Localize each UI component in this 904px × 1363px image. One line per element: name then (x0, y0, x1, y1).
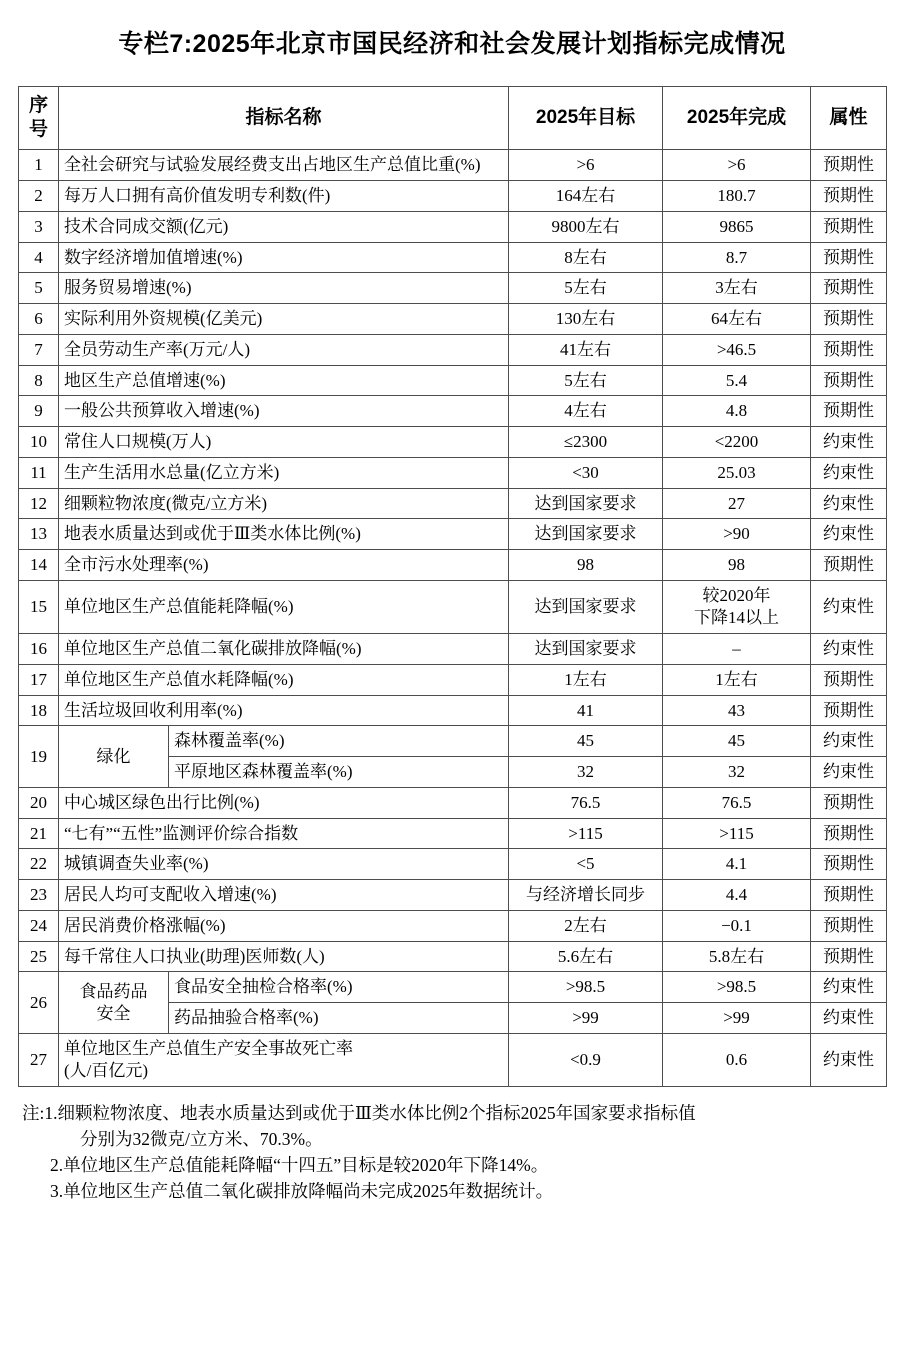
row-number: 11 (19, 457, 59, 488)
actual-value: >99 (663, 1003, 811, 1034)
attribute-value: 约束性 (811, 726, 887, 757)
table-row (19, 1033, 887, 1086)
attribute-value: 预期性 (811, 787, 887, 818)
indicator-name: 实际利用外资规模(亿美元) (59, 304, 509, 335)
attribute-value: 预期性 (811, 550, 887, 581)
row-number: 7 (19, 334, 59, 365)
actual-value: 5.4 (663, 365, 811, 396)
row-number: 10 (19, 427, 59, 458)
table-row (19, 787, 887, 818)
table-row (19, 242, 887, 273)
actual-value: 5.8左右 (663, 941, 811, 972)
row-number: 13 (19, 519, 59, 550)
table-row (19, 580, 887, 633)
actual-value: 64左右 (663, 304, 811, 335)
target-value: 达到国家要求 (509, 488, 663, 519)
header-actual: 2025年完成 (663, 86, 811, 150)
indicator-name: 单位地区生产总值能耗降幅(%) (59, 580, 509, 633)
row-number: 26 (19, 972, 59, 1034)
table-row (19, 457, 887, 488)
indicator-name: 药品抽验合格率(%) (169, 1003, 509, 1034)
target-value: 164左右 (509, 181, 663, 212)
indicator-name: 居民人均可支配收入增速(%) (59, 880, 509, 911)
actual-value: 1左右 (663, 664, 811, 695)
note-text: 单位地区生产总值能耗降幅“十四五”目标是较2020年下降14%。 (63, 1154, 549, 1175)
note-item (22, 1179, 880, 1205)
table-notes (22, 1101, 880, 1205)
indicator-name: 生产生活用水总量(亿立方米) (59, 457, 509, 488)
actual-value: 8.7 (663, 242, 811, 273)
indicator-name: 生活垃圾回收利用率(%) (59, 695, 509, 726)
actual-value: >90 (663, 519, 811, 550)
row-number: 1 (19, 150, 59, 181)
target-value: 达到国家要求 (509, 519, 663, 550)
actual-value: 76.5 (663, 787, 811, 818)
target-value: 与经济增长同步 (509, 880, 663, 911)
row-group-label: 绿化 (59, 726, 169, 788)
note-item-continuation (22, 1127, 880, 1153)
header-target: 2025年目标 (509, 86, 663, 150)
target-value: 5左右 (509, 273, 663, 304)
target-value: 9800左右 (509, 211, 663, 242)
target-value: <30 (509, 457, 663, 488)
row-number: 16 (19, 634, 59, 665)
actual-value: >46.5 (663, 334, 811, 365)
document-page (0, 17, 904, 1363)
target-value: 41 (509, 695, 663, 726)
row-number: 22 (19, 849, 59, 880)
target-value: 达到国家要求 (509, 580, 663, 633)
indicator-name: 全员劳动生产率(万元/人) (59, 334, 509, 365)
row-number: 5 (19, 273, 59, 304)
attribute-value: 约束性 (811, 580, 887, 633)
header-name: 指标名称 (59, 86, 509, 150)
indicator-name: 每千常住人口执业(助理)医师数(人) (59, 941, 509, 972)
table-header (19, 86, 887, 150)
attribute-value: 预期性 (811, 365, 887, 396)
indicators-table (18, 86, 887, 1087)
indicator-name: 单位地区生产总值二氧化碳排放降幅(%) (59, 634, 509, 665)
attribute-value: 约束性 (811, 1003, 887, 1034)
actual-value: – (663, 634, 811, 665)
table-row (19, 849, 887, 880)
attribute-value: 预期性 (811, 273, 887, 304)
note-text: 单位地区生产总值二氧化碳排放降幅尚未完成2025年数据统计。 (63, 1180, 554, 1201)
target-value: 98 (509, 550, 663, 581)
attribute-value: 预期性 (811, 849, 887, 880)
actual-value: 45 (663, 726, 811, 757)
indicator-name: 居民消费价格涨幅(%) (59, 910, 509, 941)
indicator-name: 森林覆盖率(%) (169, 726, 509, 757)
target-value: 32 (509, 757, 663, 788)
actual-value: −0.1 (663, 910, 811, 941)
indicator-name: 平原地区森林覆盖率(%) (169, 757, 509, 788)
target-value: 5.6左右 (509, 941, 663, 972)
attribute-value: 约束性 (811, 634, 887, 665)
table-row (19, 818, 887, 849)
target-value: 41左右 (509, 334, 663, 365)
indicator-name: 地区生产总值增速(%) (59, 365, 509, 396)
target-value: >6 (509, 150, 663, 181)
table-row (19, 910, 887, 941)
target-value: 76.5 (509, 787, 663, 818)
actual-value: >6 (663, 150, 811, 181)
target-value: 2左右 (509, 910, 663, 941)
row-number: 2 (19, 181, 59, 212)
row-number: 8 (19, 365, 59, 396)
table-row (19, 304, 887, 335)
target-value: 5左右 (509, 365, 663, 396)
row-number: 27 (19, 1033, 59, 1086)
table-row (19, 941, 887, 972)
attribute-value: 约束性 (811, 488, 887, 519)
note-marker: 注:1. (22, 1103, 58, 1123)
target-value: 4左右 (509, 396, 663, 427)
target-value: 130左右 (509, 304, 663, 335)
attribute-value: 约束性 (811, 1033, 887, 1086)
attribute-value: 预期性 (811, 910, 887, 941)
actual-value: 4.1 (663, 849, 811, 880)
table-row (19, 396, 887, 427)
actual-value: 4.4 (663, 880, 811, 911)
indicator-name: 每万人口拥有高价值发明专利数(件) (59, 181, 509, 212)
indicator-name: 单位地区生产总值生产安全事故死亡率 (人/百亿元) (59, 1033, 509, 1086)
attribute-value: 预期性 (811, 396, 887, 427)
target-value: >99 (509, 1003, 663, 1034)
actual-value: >115 (663, 818, 811, 849)
attribute-value: 预期性 (811, 941, 887, 972)
row-number: 25 (19, 941, 59, 972)
row-number: 14 (19, 550, 59, 581)
attribute-value: 约束性 (811, 427, 887, 458)
row-number: 3 (19, 211, 59, 242)
indicator-name: 常住人口规模(万人) (59, 427, 509, 458)
row-number: 24 (19, 910, 59, 941)
attribute-value: 预期性 (811, 211, 887, 242)
attribute-value: 预期性 (811, 304, 887, 335)
table-row (19, 365, 887, 396)
indicator-name: 城镇调查失业率(%) (59, 849, 509, 880)
table-row (19, 634, 887, 665)
attribute-value: 约束性 (811, 457, 887, 488)
row-number: 23 (19, 880, 59, 911)
table-row (19, 488, 887, 519)
actual-value: 3左右 (663, 273, 811, 304)
table-body (19, 150, 887, 1087)
table-row (19, 427, 887, 458)
indicator-name: 细颗粒物浓度(微克/立方米) (59, 488, 509, 519)
header-row (19, 86, 887, 150)
row-number: 20 (19, 787, 59, 818)
attribute-value: 预期性 (811, 818, 887, 849)
indicator-name: 数字经济增加值增速(%) (59, 242, 509, 273)
target-value: >115 (509, 818, 663, 849)
row-number: 19 (19, 726, 59, 788)
actual-value: 180.7 (663, 181, 811, 212)
target-value: ≤2300 (509, 427, 663, 458)
actual-value: 27 (663, 488, 811, 519)
actual-value: <2200 (663, 427, 811, 458)
row-number: 21 (19, 818, 59, 849)
target-value: 1左右 (509, 664, 663, 695)
attribute-value: 预期性 (811, 664, 887, 695)
note-item (22, 1153, 880, 1179)
table-row (19, 726, 887, 757)
note-marker: 2. (50, 1154, 64, 1175)
table-row (19, 664, 887, 695)
target-value: 45 (509, 726, 663, 757)
note-marker: 3. (50, 1180, 64, 1201)
indicators-table-wrapper (18, 86, 886, 1087)
table-row (19, 150, 887, 181)
row-group-label: 食品药品 安全 (59, 972, 169, 1034)
indicator-name: 中心城区绿色出行比例(%) (59, 787, 509, 818)
row-number: 17 (19, 664, 59, 695)
table-row (19, 880, 887, 911)
indicator-name: 一般公共预算收入增速(%) (59, 396, 509, 427)
target-value: <0.9 (509, 1033, 663, 1086)
attribute-value: 预期性 (811, 150, 887, 181)
table-row (19, 273, 887, 304)
indicator-name: 食品安全抽检合格率(%) (169, 972, 509, 1003)
indicator-name: 地表水质量达到或优于Ⅲ类水体比例(%) (59, 519, 509, 550)
indicator-name: 服务贸易增速(%) (59, 273, 509, 304)
attribute-value: 预期性 (811, 880, 887, 911)
header-no: 序号 (19, 86, 59, 150)
note-text: 细颗粒物浓度、地表水质量达到或优于Ⅲ类水体比例2个指标2025年国家要求指标值 (57, 1103, 696, 1123)
indicator-name: 全社会研究与试验发展经费支出占地区生产总值比重(%) (59, 150, 509, 181)
target-value: >98.5 (509, 972, 663, 1003)
actual-value: 32 (663, 757, 811, 788)
target-value: <5 (509, 849, 663, 880)
row-number: 12 (19, 488, 59, 519)
table-row (19, 211, 887, 242)
indicator-name: 单位地区生产总值水耗降幅(%) (59, 664, 509, 695)
attribute-value: 约束性 (811, 757, 887, 788)
table-row (19, 550, 887, 581)
header-attribute: 属性 (811, 86, 887, 150)
indicator-name: 全市污水处理率(%) (59, 550, 509, 581)
table-row (19, 695, 887, 726)
table-row (19, 181, 887, 212)
attribute-value: 预期性 (811, 181, 887, 212)
actual-value: 较2020年 下降14以上 (663, 580, 811, 633)
attribute-value: 约束性 (811, 519, 887, 550)
target-value: 8左右 (509, 242, 663, 273)
row-number: 18 (19, 695, 59, 726)
actual-value: 25.03 (663, 457, 811, 488)
attribute-value: 预期性 (811, 242, 887, 273)
attribute-value: 预期性 (811, 334, 887, 365)
actual-value: 9865 (663, 211, 811, 242)
indicator-name: “七有”“五性”监测评价综合指数 (59, 818, 509, 849)
row-number: 9 (19, 396, 59, 427)
target-value: 达到国家要求 (509, 634, 663, 665)
row-number: 4 (19, 242, 59, 273)
actual-value: 98 (663, 550, 811, 581)
attribute-value: 预期性 (811, 695, 887, 726)
actual-value: 43 (663, 695, 811, 726)
indicator-name: 技术合同成交额(亿元) (59, 211, 509, 242)
row-number: 6 (19, 304, 59, 335)
row-number: 15 (19, 580, 59, 633)
actual-value: 4.8 (663, 396, 811, 427)
note-item (22, 1101, 880, 1127)
table-row (19, 519, 887, 550)
table-row (19, 972, 887, 1003)
page-title: 专栏7:2025年北京市国民经济和社会发展计划指标完成情况 (118, 29, 786, 58)
note-text-continuation: 分别为32微克/立方米、70.3%。 (80, 1128, 323, 1149)
actual-value: 0.6 (663, 1033, 811, 1086)
actual-value: >98.5 (663, 972, 811, 1003)
attribute-value: 约束性 (811, 972, 887, 1003)
table-row (19, 334, 887, 365)
